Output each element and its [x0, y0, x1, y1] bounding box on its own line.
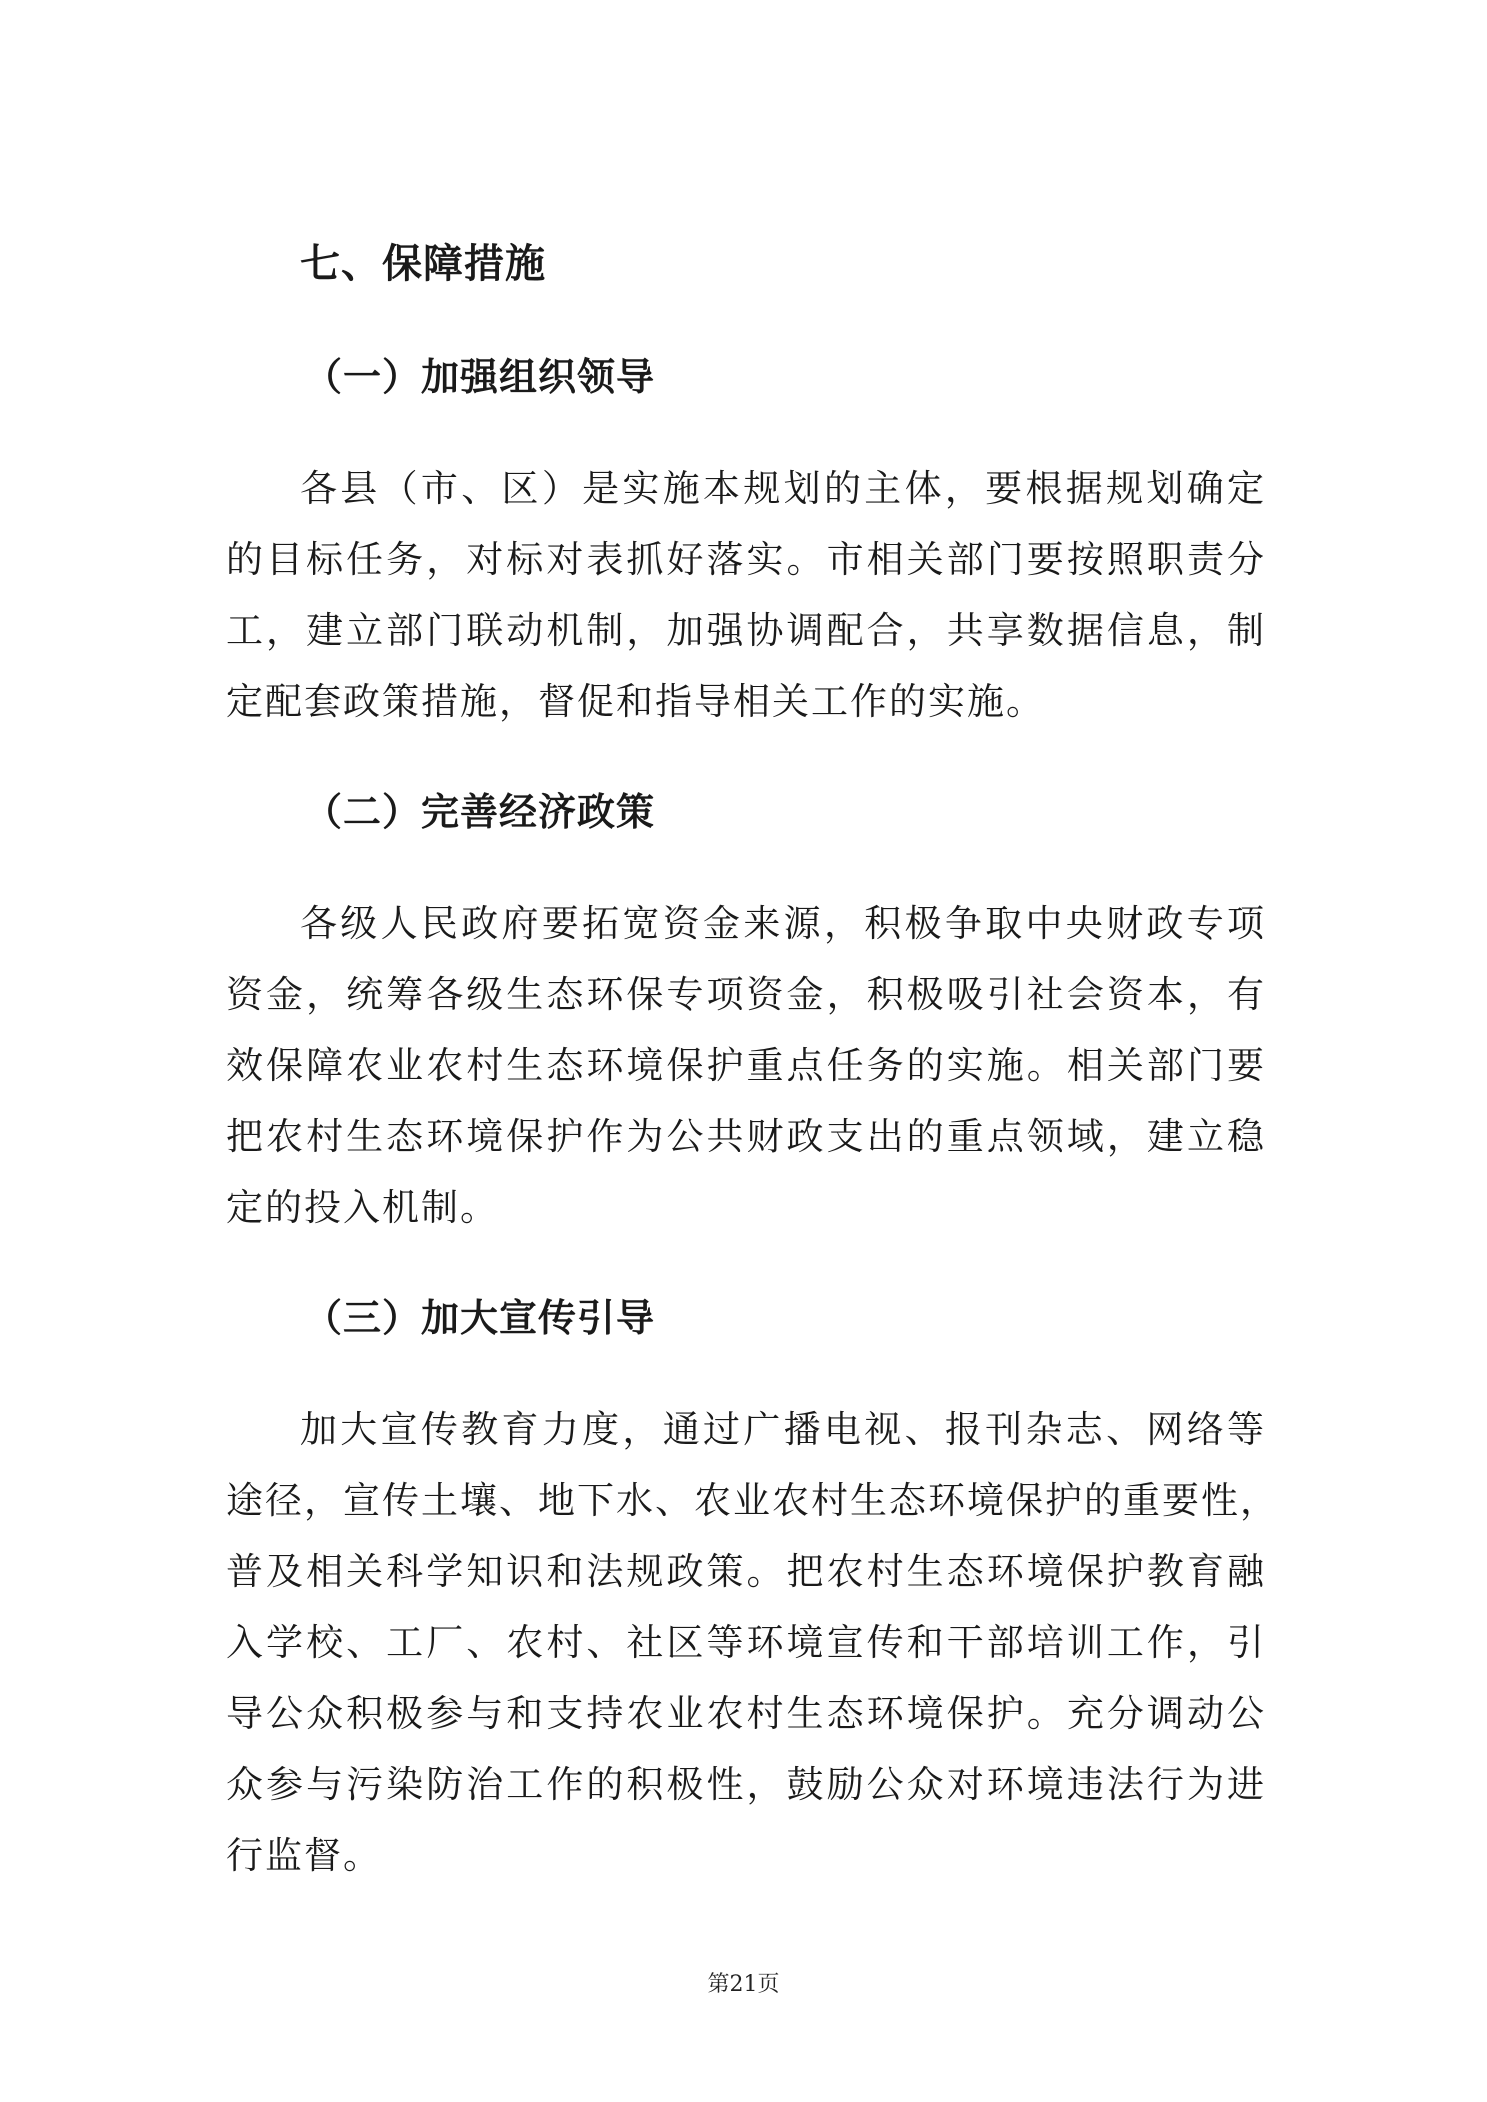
page-number: 第21页	[707, 1972, 780, 1997]
paragraph-1-line-3: 工，建立部门联动机制，加强协调配合，共享数据信息，制	[226, 609, 1266, 652]
paragraph-3-line-3: 普及相关科学知识和法规政策。把农村生态环境保护教育融	[226, 1550, 1266, 1593]
paragraph-3-line-6: 众参与污染防治工作的积极性，鼓励公众对环境违法行为进	[226, 1763, 1266, 1806]
paragraph-2-line-4: 把农村生态环境保护作为公共财政支出的重点领域，建立稳	[226, 1115, 1266, 1158]
paragraph-1-line-2: 的目标任务，对标对表抓好落实。市相关部门要按照职责分	[226, 538, 1266, 581]
subsection-heading-1: （一）加强组织领导	[304, 355, 656, 399]
paragraph-2-line-5: 定的投入机制。	[226, 1186, 499, 1229]
paragraph-1-line-1: 各县（市、区）是实施本规划的主体，要根据规划确定	[300, 467, 1266, 510]
paragraph-3-line-1: 加大宣传教育力度，通过广播电视、报刊杂志、网络等	[300, 1408, 1266, 1451]
paragraph-2-line-1: 各级人民政府要拓宽资金来源，积极争取中央财政专项	[300, 902, 1266, 945]
paragraph-3-line-5: 导公众积极参与和支持农业农村生态环境保护。充分调动公	[226, 1692, 1266, 1735]
subsection-heading-2: （二）完善经济政策	[304, 790, 656, 834]
subsection-heading-3: （三）加大宣传引导	[304, 1296, 656, 1340]
paragraph-1-line-4: 定配套政策措施，督促和指导相关工作的实施。	[226, 680, 1045, 723]
paragraph-2-line-3: 效保障农业农村生态环境保护重点任务的实施。相关部门要	[226, 1044, 1266, 1087]
section-title: 七、保障措施	[300, 241, 546, 287]
paragraph-3-line-2: 途径，宣传土壤、地下水、农业农村生态环境保护的重要性，	[226, 1479, 1279, 1522]
paragraph-2-line-2: 资金，统筹各级生态环保专项资金，积极吸引社会资本，有	[226, 973, 1266, 1016]
paragraph-3-line-4: 入学校、工厂、农村、社区等环境宣传和干部培训工作，引	[226, 1621, 1266, 1664]
paragraph-3-line-7: 行监督。	[226, 1834, 382, 1877]
